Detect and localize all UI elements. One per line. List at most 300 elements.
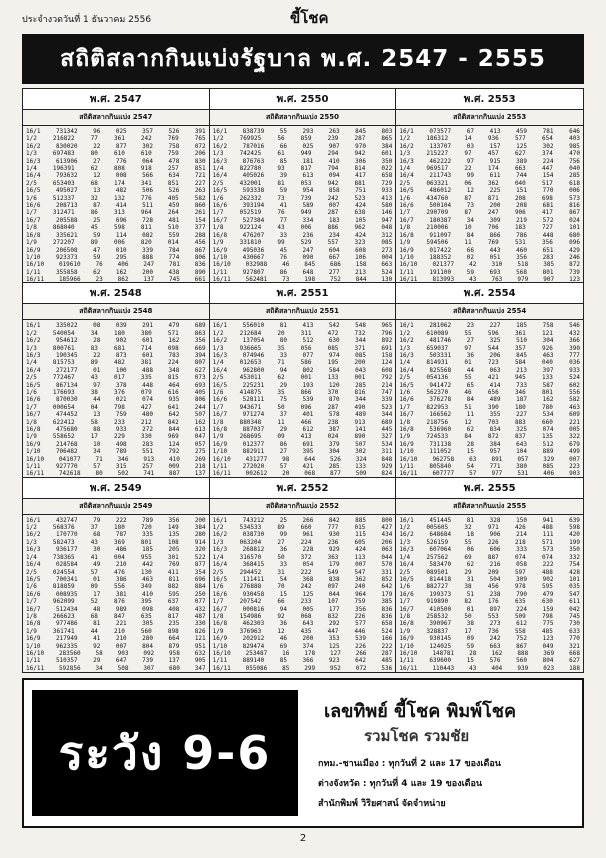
draw-value: 1/7: [212, 209, 224, 217]
draw-value: 123: [542, 635, 554, 643]
draw-row: [399, 643, 580, 650]
draw-value: 580: [381, 202, 393, 210]
draw-value: 063204: [239, 538, 262, 546]
draw-value: 451445: [429, 516, 452, 524]
draw-value: 524: [381, 627, 393, 635]
draw-value: 34: [95, 664, 103, 672]
draw-row: [213, 352, 393, 359]
draw-value: 391: [194, 128, 206, 135]
draw-row: [26, 367, 206, 374]
draw-value: 1/4: [26, 553, 37, 561]
draw-value: 288: [194, 231, 206, 239]
draw-value: 38: [466, 620, 474, 628]
draw-value: 13: [93, 187, 101, 195]
draw-value: 432: [194, 605, 206, 613]
draw-value: 228: [302, 546, 314, 554]
draw-value: 571: [542, 538, 553, 546]
draw-value: 427: [140, 403, 152, 411]
draw-row: [399, 569, 580, 576]
draw-value: 1/2: [212, 135, 224, 143]
draw-value: 16/9: [212, 440, 228, 448]
draw-value: 111411: [242, 575, 265, 583]
draw-value: 923: [328, 657, 340, 665]
draw-value: 227: [516, 411, 527, 419]
draw-row: [26, 517, 206, 524]
draw-value: 200: [194, 516, 206, 524]
draw-value: 787016: [242, 142, 265, 150]
draw-value: 264: [167, 209, 179, 217]
draw-value: 238: [489, 590, 501, 598]
draw-value: 608: [381, 366, 393, 374]
draw-value: 225: [489, 187, 501, 195]
draw-value: 73: [282, 276, 290, 284]
draw-row: [213, 202, 393, 209]
draw-value: 902: [115, 337, 127, 345]
draw-value: 786: [516, 231, 527, 239]
draw-value: 16/4: [26, 561, 41, 569]
draw-value: 903: [117, 649, 129, 657]
draw-value: 84: [466, 396, 474, 404]
draw-value: 356: [168, 516, 180, 524]
draw-value: 459: [516, 128, 527, 135]
draw-value: 811: [140, 224, 152, 232]
draw-row: [26, 359, 206, 366]
draw-row: [26, 158, 206, 165]
draw-value: 406: [117, 261, 129, 269]
draw-value: 954612: [55, 337, 78, 345]
draw-value: 16/2: [26, 337, 41, 345]
draw-value: 196391: [52, 165, 75, 173]
draw-value: 595: [168, 590, 180, 598]
draw-row: [213, 643, 393, 650]
draw-value: 35: [277, 344, 285, 352]
draw-value: 028584: [55, 561, 78, 569]
draw-value: 135: [168, 531, 180, 539]
draw-row: [399, 232, 580, 239]
draw-value: 405026: [242, 172, 265, 180]
draw-value: 240: [354, 583, 366, 591]
draw-value: 89: [277, 524, 285, 532]
draw-value: 729: [381, 179, 393, 187]
draw-value: 346: [117, 455, 129, 463]
draw-value: 926: [542, 344, 553, 352]
draw-row: [399, 330, 580, 337]
draw-value: 04: [90, 403, 98, 411]
draw-value: 130: [140, 568, 152, 576]
statistics-grid: [22, 88, 584, 673]
draw-value: 589: [302, 202, 314, 210]
draw-value: 800761: [52, 344, 75, 352]
draw-value: 818859: [52, 583, 75, 591]
draw-value: 110443: [432, 664, 455, 672]
draw-value: 817: [167, 612, 179, 620]
draw-value: 562481: [245, 276, 268, 284]
draw-value: 111: [542, 531, 554, 539]
draw-value: 017422: [429, 246, 452, 254]
draw-value: 658: [381, 172, 393, 180]
draw-value: 68: [90, 612, 98, 620]
draw-value: 961: [302, 531, 314, 539]
draw-value: 154986: [239, 612, 262, 620]
draw-value: 1/3: [212, 538, 224, 546]
draw-value: 320: [194, 546, 206, 554]
draw-value: 836: [381, 612, 393, 620]
draw-value: 847: [114, 612, 125, 620]
draw-value: 50: [277, 403, 285, 411]
draw-value: 16/7: [26, 605, 41, 613]
draw-value: 16/8: [399, 231, 414, 239]
draw-value: 558652: [52, 433, 75, 441]
draw-row: [26, 374, 206, 381]
draw-value: 733: [516, 381, 527, 389]
draw-value: 137: [194, 470, 206, 478]
draw-value: 390: [487, 403, 499, 411]
draw-value: 933: [115, 426, 127, 434]
draw-row: [213, 657, 393, 664]
draw-value: 488: [542, 568, 553, 576]
draw-value: 350: [569, 546, 580, 554]
draw-value: 544: [487, 344, 499, 352]
draw-value: 879: [168, 642, 180, 650]
draw-value: 216822: [52, 135, 75, 143]
draw-value: 681: [542, 202, 554, 210]
draw-value: 941: [542, 516, 554, 524]
draw-value: 424: [355, 546, 366, 554]
draw-value: 312471: [52, 209, 75, 217]
draw-value: 31: [466, 575, 474, 583]
draw-row: [399, 635, 580, 642]
draw-value: 648684: [429, 531, 452, 539]
draw-value: 283: [142, 440, 153, 448]
draw-row: [213, 322, 393, 329]
draw-value: 386: [115, 575, 127, 583]
draw-value: 595: [542, 583, 553, 591]
draw-row: [26, 352, 206, 359]
draw-value: 16/5: [399, 575, 414, 583]
draw-value: 742618: [58, 470, 81, 478]
draw-value: 302: [542, 142, 554, 150]
draw-row: [26, 643, 206, 650]
draw-value: 042: [569, 605, 580, 613]
draw-value: 430667: [242, 253, 265, 261]
draw-value: 2/5: [212, 374, 224, 382]
draw-value: 639600: [429, 657, 452, 665]
draw-value: 929: [381, 463, 393, 471]
draw-value: 1/11: [212, 268, 228, 276]
draw-value: 435: [300, 627, 312, 635]
draw-value: 943671: [239, 403, 262, 411]
draw-value: 390: [569, 344, 580, 352]
draw-value: 001: [354, 374, 366, 382]
draw-value: 055086: [245, 664, 268, 672]
draw-value: 130: [381, 276, 393, 284]
top-line: [22, 9, 584, 27]
draw-value: 123: [569, 276, 580, 284]
draw-value: 272020: [242, 463, 265, 471]
draw-value: 94: [279, 366, 287, 374]
draw-value: 890: [194, 268, 206, 276]
draw-row: [399, 517, 580, 524]
draw-value: 063: [381, 546, 393, 554]
draw-value: 180387: [429, 216, 452, 224]
draw-value: 887: [487, 553, 499, 561]
draw-value: 125: [328, 642, 340, 650]
draw-value: 721: [194, 172, 206, 180]
draw-value: 054: [302, 561, 314, 569]
draw-value: 842: [167, 418, 179, 426]
draw-value: 261: [194, 209, 206, 217]
draw-row: [213, 569, 393, 576]
draw-value: 074: [542, 553, 553, 561]
draw-value: 16/11: [26, 276, 45, 284]
draw-value: 582: [569, 396, 580, 404]
draw-value: 27: [466, 337, 474, 345]
draw-value: 806: [194, 253, 206, 261]
draw-value: 540054: [52, 329, 75, 337]
draw-row: [213, 665, 393, 672]
draw-value: 217949: [55, 635, 78, 643]
draw-value: 077: [194, 598, 206, 606]
draw-value: 508: [117, 664, 129, 672]
draw-value: 526: [168, 128, 180, 135]
draw-value: 79: [93, 516, 101, 524]
draw-value: 242: [489, 635, 501, 643]
draw-value: 379: [328, 440, 340, 448]
draw-value: 802: [302, 366, 314, 374]
draw-row: [213, 195, 393, 202]
draw-row: [399, 561, 580, 568]
draw-value: 224: [300, 538, 312, 546]
draw-value: 331810: [239, 239, 262, 247]
draw-value: 198: [304, 276, 316, 284]
draw-value: 137: [143, 276, 155, 284]
draw-value: 1/3: [212, 150, 224, 158]
draw-value: 507: [194, 411, 206, 419]
draw-value: 15: [466, 448, 474, 456]
draw-row: [213, 517, 393, 524]
draw-value: 10: [464, 224, 472, 232]
draw-row: [26, 195, 206, 202]
draw-value: 776: [140, 194, 152, 202]
draw-value: 344: [355, 396, 366, 404]
draw-row: [399, 426, 580, 433]
year-header: พ.ศ. 2553: [396, 89, 583, 110]
draw-value: 643: [302, 620, 314, 628]
draw-row: [399, 276, 580, 283]
draw-value: 344: [381, 411, 393, 419]
draw-value: 549: [327, 568, 339, 576]
logo: ขี้โชค: [290, 9, 329, 27]
draw-value: 15: [466, 657, 474, 665]
draw-value: 10: [93, 440, 101, 448]
draw-value: 384: [194, 524, 206, 532]
draw-value: 137054: [242, 337, 265, 345]
draw-value: 54: [466, 463, 474, 471]
draw-value: 16/3: [212, 351, 228, 359]
draw-value: 73: [277, 194, 285, 202]
draw-value: 17: [464, 627, 472, 635]
draw-value: 017: [114, 374, 125, 382]
draw-value: 962758: [432, 455, 455, 463]
draw-value: 056: [300, 344, 312, 352]
draw-row: [399, 254, 580, 261]
draw-value: 82: [464, 598, 472, 606]
draw-value: 31: [277, 568, 285, 576]
draw-value: 794: [327, 165, 339, 173]
draw-value: 929: [328, 546, 340, 554]
draw-row: [26, 217, 206, 224]
draw-value: 495036: [242, 246, 265, 254]
draw-value: 1/2: [399, 524, 411, 532]
draw-row: [26, 382, 206, 389]
draw-value: 1/7: [212, 403, 224, 411]
draw-value: 38: [464, 583, 472, 591]
draw-value: 660: [542, 418, 553, 426]
draw-value: 285: [569, 172, 580, 180]
draw-value: 642: [381, 583, 393, 591]
draw-value: 787: [115, 531, 127, 539]
draw-row: [213, 606, 393, 613]
draw-value: 16/5: [399, 187, 414, 195]
draw-value: 76: [277, 209, 285, 217]
draw-value: 024554: [52, 568, 75, 576]
draw-value: 03: [466, 142, 474, 150]
draw-value: 1/7: [399, 598, 411, 606]
draw-value: 008935: [55, 590, 78, 598]
draw-value: 604: [328, 246, 340, 254]
draw-value: 239: [327, 135, 339, 143]
draw-value: 024: [569, 216, 580, 224]
year-header: พ.ศ. 2548: [23, 283, 209, 304]
draw-value: 587: [542, 381, 554, 389]
draw-value: 33: [279, 561, 287, 569]
draw-value: 410: [169, 455, 180, 463]
draw-value: 780: [542, 403, 553, 411]
draw-row: [399, 367, 580, 374]
draw-value: 867134: [55, 381, 78, 389]
draw-value: 27: [93, 157, 101, 165]
draw-value: 845: [355, 128, 366, 135]
draw-value: 405: [194, 388, 206, 396]
issue-date: ประจำงวดวันที่ 1 ธันวาคม 2556: [22, 15, 152, 25]
draw-value: 48: [93, 605, 101, 613]
draw-value: 663: [381, 261, 393, 269]
draw-value: 432001: [239, 179, 262, 187]
draw-value: 108: [167, 538, 179, 546]
draw-value: 691: [302, 440, 314, 448]
draw-value: 33: [279, 231, 287, 239]
draw-value: 52: [90, 598, 98, 606]
draw-value: 1/11: [212, 463, 228, 471]
draw-value: 792: [168, 448, 180, 456]
draw-value: 180: [114, 524, 125, 532]
draw-value: 305: [142, 620, 153, 628]
draw-value: 45: [90, 224, 98, 232]
draw-value: 004: [381, 253, 393, 261]
draw-value: 285: [355, 381, 366, 389]
draw-value: 476: [114, 568, 125, 576]
draw-value: 462222: [429, 157, 452, 165]
draw-value: 55: [464, 374, 472, 382]
draw-value: 648: [302, 268, 314, 276]
draw-value: 356: [194, 337, 206, 345]
draw-value: 025: [115, 128, 127, 135]
draw-value: 414875: [239, 388, 262, 396]
draw-row: [26, 269, 206, 276]
draw-value: 1/3: [399, 538, 411, 546]
draw-value: 503331: [429, 351, 452, 359]
draw-row: [26, 254, 206, 261]
draw-results-list: [23, 515, 209, 672]
draw-value: 354: [194, 568, 206, 576]
draw-value: 464: [168, 381, 180, 389]
draw-value: 133707: [429, 142, 452, 150]
draw-value: 1/6: [212, 388, 224, 396]
draw-value: 61: [277, 150, 285, 158]
draw-value: 504: [489, 575, 501, 583]
draw-value: 306: [355, 157, 366, 165]
draw-value: 429: [569, 246, 580, 254]
draw-row: [399, 456, 580, 463]
draw-value: 100: [115, 366, 127, 374]
draw-value: 428: [569, 568, 580, 576]
draw-value: 478: [168, 157, 180, 165]
draw-value: 137: [168, 657, 180, 665]
draw-value: 470: [569, 150, 580, 158]
draw-value: 043: [355, 366, 366, 374]
draw-value: 653403: [52, 179, 75, 187]
draw-value: 082: [142, 231, 153, 239]
draw-value: 481: [168, 216, 180, 224]
draw-value: 42: [469, 261, 477, 269]
draw-value: 16/1: [26, 128, 41, 135]
draw-value: 460: [516, 246, 527, 254]
draw-value: 927807: [242, 268, 265, 276]
draw-value: 44: [90, 627, 98, 635]
draw-value: 209: [487, 568, 499, 576]
draw-row: [26, 591, 206, 598]
draw-value: 607064: [429, 546, 452, 554]
draw-value: 1/9: [212, 433, 224, 441]
draw-value: 404: [491, 664, 503, 672]
draw-value: 1/11: [399, 268, 414, 276]
draw-value: 16/11: [26, 470, 45, 478]
draw-value: 341: [140, 179, 152, 187]
draw-row: [399, 665, 580, 672]
year-panel-2552: [210, 478, 397, 672]
draw-value: 844: [168, 426, 180, 434]
draw-value: 752: [516, 635, 527, 643]
draw-row: [26, 650, 206, 657]
draw-value: 913: [143, 455, 155, 463]
draw-row: [399, 150, 580, 157]
draw-value: 294: [327, 150, 339, 158]
draw-row: [399, 195, 580, 202]
draw-value: 577: [355, 620, 366, 628]
page-number: 2: [299, 833, 307, 844]
draw-value: 99: [466, 172, 474, 180]
draw-value: 29: [279, 381, 287, 389]
draw-value: 830020: [55, 142, 78, 150]
draw-value: 87: [93, 202, 101, 210]
draw-value: 723: [487, 359, 499, 367]
draw-value: 16/1: [212, 516, 228, 524]
draw-value: 199: [569, 538, 580, 546]
draw-value: 16/10: [26, 261, 45, 269]
draw-value: 226: [354, 612, 366, 620]
draw-row: [26, 143, 206, 150]
draw-value: 115: [355, 531, 366, 539]
